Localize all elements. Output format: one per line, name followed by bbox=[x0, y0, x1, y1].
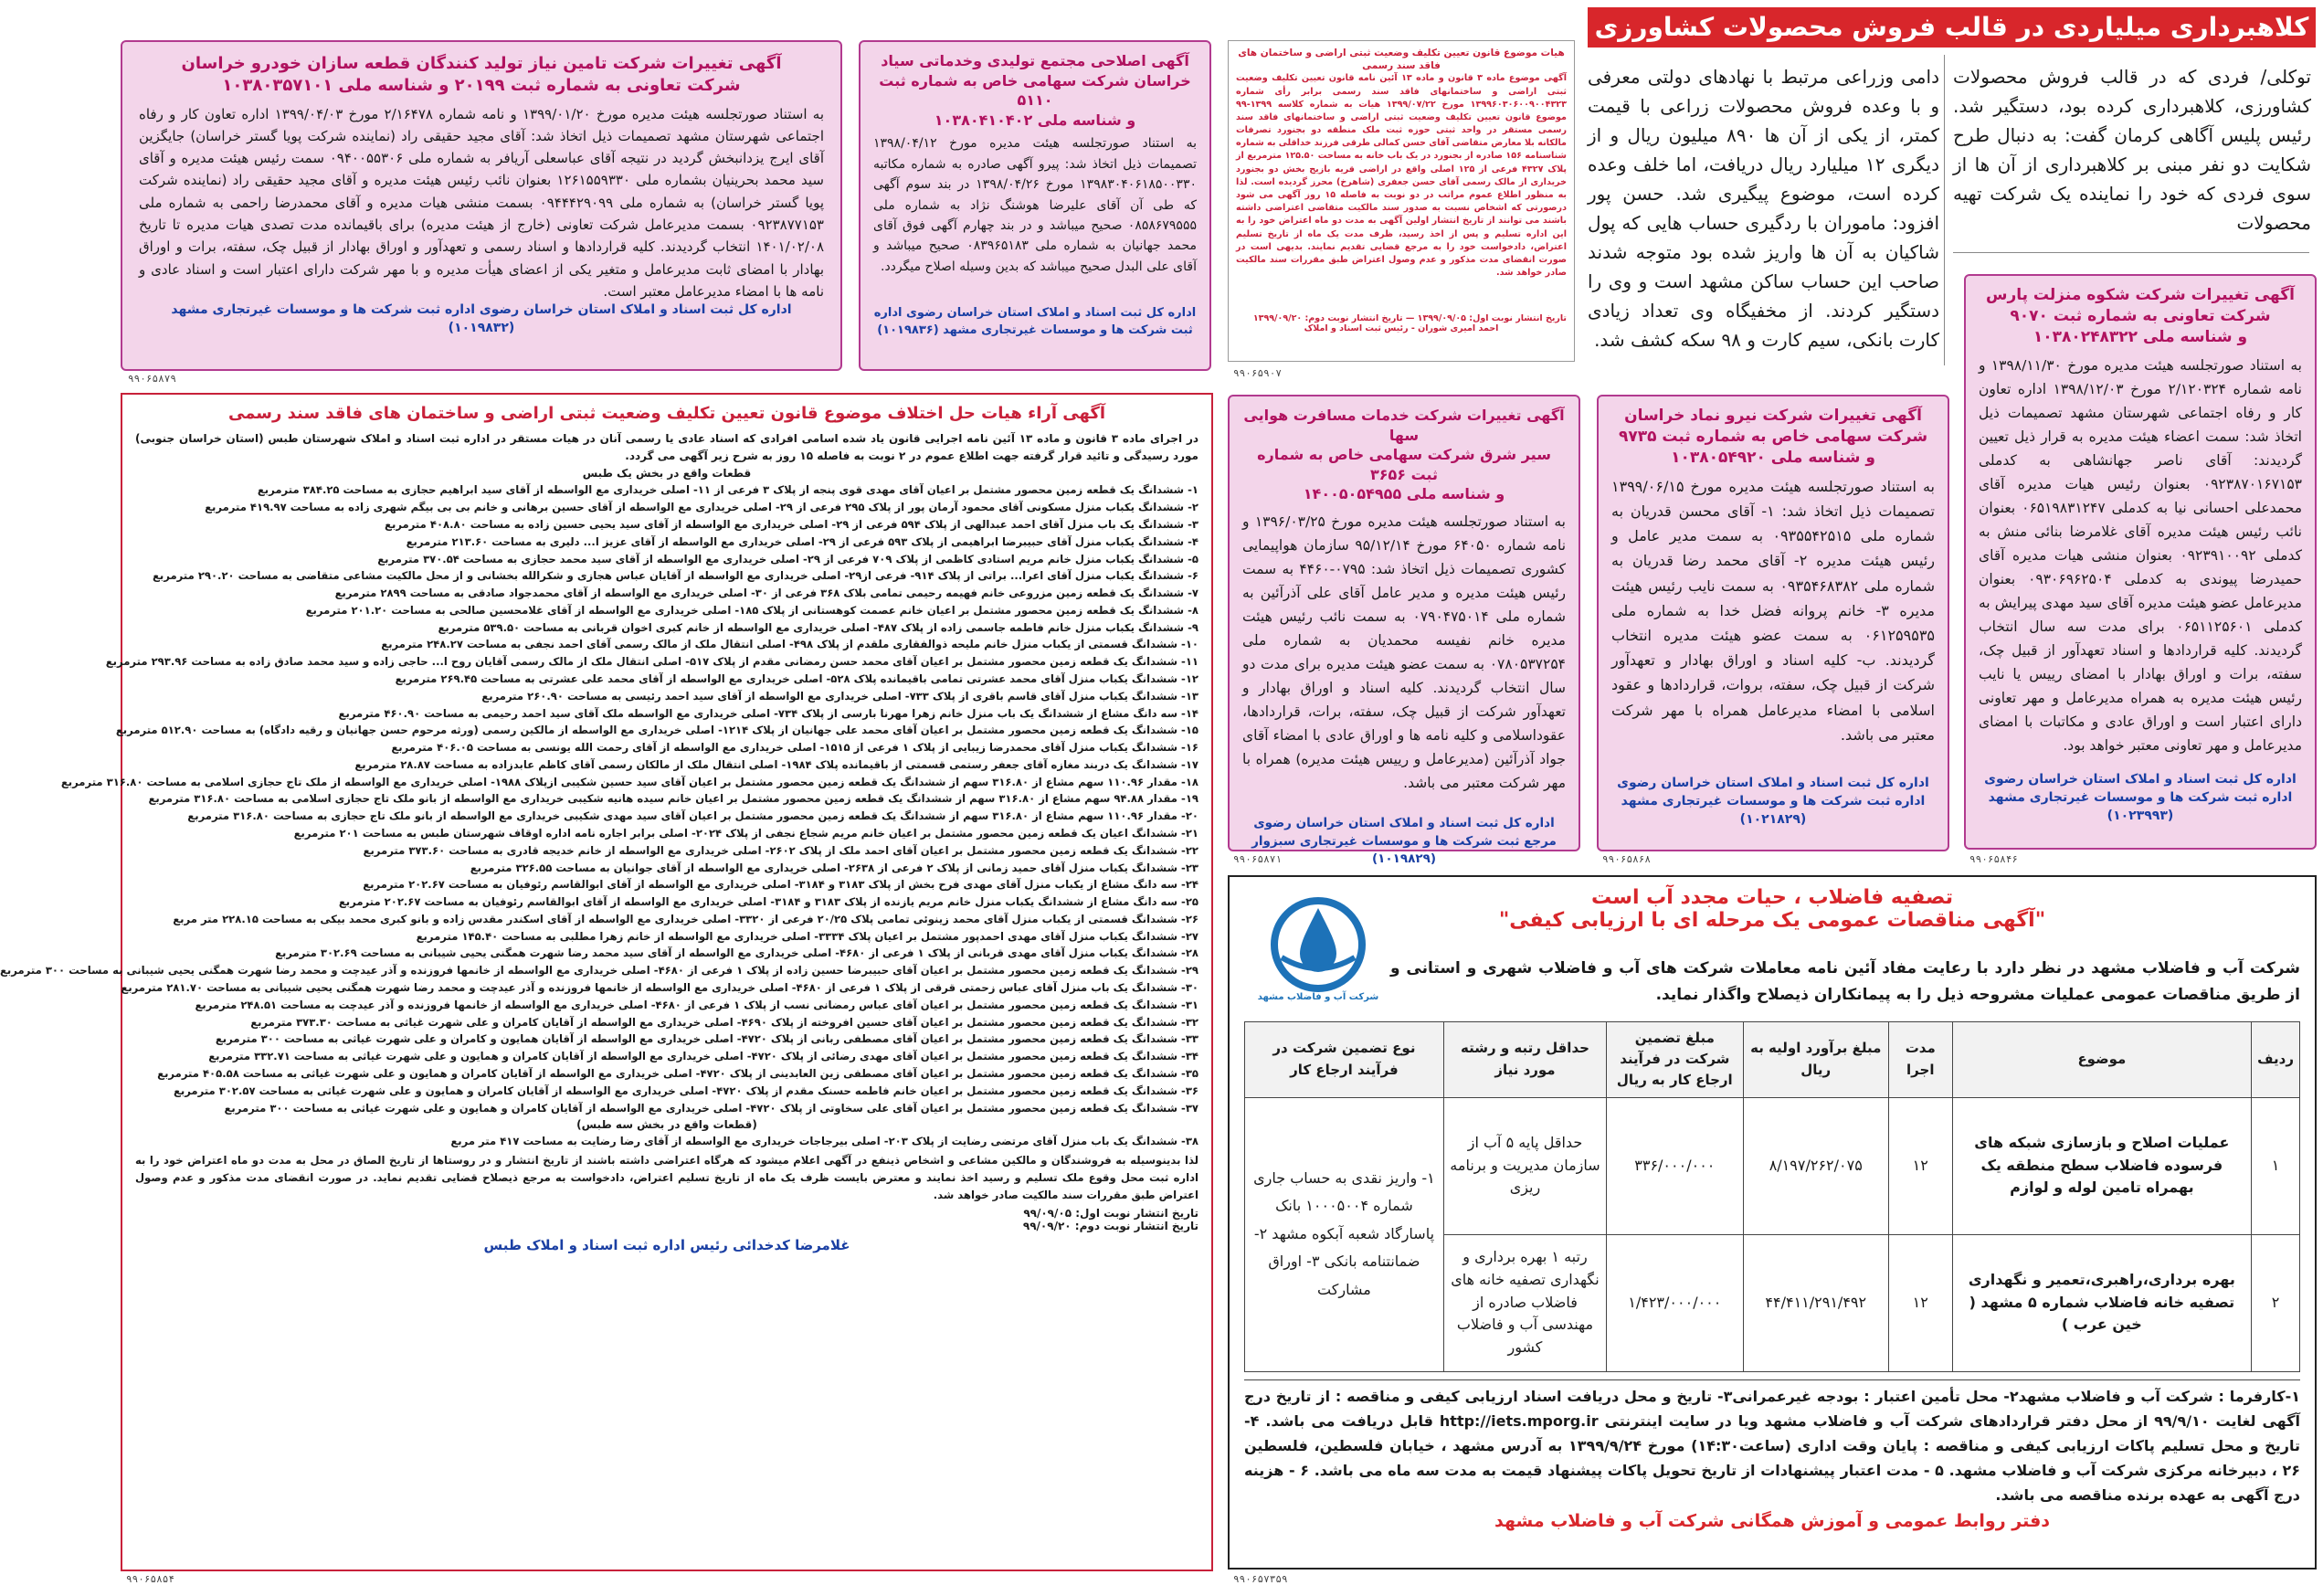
ad-tabas-item: ۹- ششدانگ یکباب منزل خانم فاطمه جاسمی زاده از پلاک ۴۸۷- اصلی خریداری مع الواسطه از خانم کبری اخوان قربانی به مساحت ۵۳۹.۵۰ مترمربع bbox=[438, 620, 1198, 634]
ad-siad-title1: آگهی اصلاحی مجتمع تولیدی وخدماتی سیاد bbox=[881, 52, 1189, 69]
ad-tabas-item: ۲۵- سه دانگ مشاع از ششدانگ یکباب منزل خانم مریم یازنده از پلاک ۳۱۸۳ و ۳۱۸۴- اصلی خریداری مع الواسطه از آقای ابوالقاسم رئوفیان به مساحت ۲۰۲.۶۷ مترمربع bbox=[338, 895, 1198, 909]
tender-col-header: حداقل رتبه و رشته مورد نیاز bbox=[1443, 1021, 1606, 1097]
ad-niroo-footer: اداره کل ثبت اسناد و املاک استان خراسان رضوی اداره ثبت شرکت ها و موسسات غیرتجاری مشهد (۱۰۲۱۸۲۹) bbox=[1617, 775, 1929, 828]
ad-niroo bbox=[1597, 395, 1949, 851]
ad-tabas-item: ۲۴- سه دانگ مشاع از یکباب منزل آقای مهدی فرح بخش از پلاک ۳۱۸۳ و ۳۱۸۴- اصلی خریداری مع الواسطه از آقای ابوالقاسم رئوفیان به مساحت ۲۰۲.۶۷ مترمربع bbox=[363, 878, 1198, 892]
ad-water-code: ۹۹۰۶۵۷۳۵۹ bbox=[1233, 1573, 1288, 1585]
tender-table-row bbox=[1245, 1097, 2300, 1234]
ad-tabas-item: ۲- ششدانگ یکباب منزل مسکونی آقای محمود آرمان پور از پلاک ۲۹۵ فرعی از ۲۹- اصلی خریداری مع الواسطه از آقای حسین برهانی و خانم بی بی بیگم شهری زاده به مساحت ۴۱۹.۹۷ مترمربع bbox=[205, 501, 1198, 514]
ad-water-head2: "آگهی مناقصات عمومی یک مرحله ای با ارزیابی کیفی" bbox=[1498, 909, 2046, 932]
tender-cell-n: ۱ bbox=[2252, 1097, 2300, 1234]
ad-small-red bbox=[1228, 40, 1575, 362]
ad-small-red-body: آگهی موضوع ماده ۳ قانون و ماده ۱۳ آئین نامه قانون تعیین تکلیف وضعیت ثبتی اراضی و ساختمانهای فاقد سند رسمی برابر رأی شماره ۱۳۹۹۶۰۳۰۶۰۰۹۰۰۴۳۲۳ مورخ ۱۳۹۹/۰۷/۲۲ هیات به شماره کلاسه ۱۳۹۹-۹۹ موضوع قانون تعیین تکلیف وضعیت ثبتی اراضی و ساختمانهای فاقد سند رسمی مستقر در واحد ثبتی حوزه ثبت ملک منطقه دو بجنورد تصرفات مالکانه بلا معارض متقاضی آقای حسن کمالی طرقی فرزند خداقلی به شماره شناسنامه ۱۵۶ صادره از بجنورد در یک باب خانه به مساحت ۱۲۵.۵۰ مترمربع از پلاک ۴۳۲۷ فرعی از ۱۲۵ اصلی واقع در اراضی قریه بازیج بخش دو بجنورد خریداری از مالک رسمی آقای حسن جعفری (شاهرخ) محرز گردیده است. لذا به منظور اطلاع عموم مراتب در دو نوبت به فاصله ۱۵ روز آگهی می شود درصورتی که اشخاص نسبت به صدور سند مالکیت متقاضی اعتراضی داشته باشند می توانند از تاریخ انتشار اولین آگهی به مدت دو ماه اعتراض خود را به این اداره تسلیم و پس از اخذ رسید، ظرف مدت یک ماه از تاریخ تسلیم اعتراض، دادخواست خود را به مرجع قضایی تقدیم نمایند. بدیهی است در صورت انقضای مدت مذکور و عدم وصول اعتراض طبق مقررات سند مالکیت صادر خواهد شد. bbox=[1236, 73, 1568, 279]
tender-cell-n: ۲ bbox=[2252, 1234, 2300, 1371]
ad-tabas-item: ۳۴- ششدانگ یک قطعه زمین محصور مشتمل بر اعیان آقای مهدی رضائی از پلاک ۴۷۲۰- اصلی خریداری مع الواسطه از آقایان کامران و همایون و علی شهرت غیاثی به مساحت ۳۳۲.۷۱ مترمربع bbox=[208, 1050, 1198, 1063]
tender-col-header: مدت اجرا bbox=[1888, 1021, 1952, 1097]
ad-niroo-title1: آگهی تغییرات شرکت نیرو نماد خراسان bbox=[1624, 407, 1922, 425]
ad-havaei-footer: اداره کل ثبت اسناد و املاک استان خراسان رضوی مرجع ثبت شرکت ها و موسسات غیرتجاری سبزوار (۱۰۱۹۸۲۹) bbox=[1251, 815, 1557, 867]
ad-khodro-title1: آگهی تغییرات شرکت تامین نیاز تولید کنندگان قطعه سازان خودرو خراسان bbox=[181, 54, 782, 73]
headline-column-left: دامی وزراعی مرتبط با نهادهای دولتی معرفی و با وعده فروش محصولات زراعی با قیمت کمتر، از یکی از آن ها ۸۹۰ میلیون ریال و از دیگری ۱۲ میلیارد ریال دریافت، اما خلف وعده کرده است، موضوع پیگیری شد. حسن پور افزود: ماموران با ردگیری حساب هایی که پول شاکیان به آن ها واریز شده بود متوجه شدند صاحب این حساب ساکن مشهد است و وی را دستگیر کردند. از مخفیگاه وی تعداد زیادی کارت بانکی، سیم کارت و ۹۸ سکه کشف شد. bbox=[1588, 66, 1939, 351]
ad-shokooh-title2: شرکت تعاونی به شماره ثبت ۹۰۷۰ bbox=[2010, 306, 2271, 325]
tender-cell-guarantee-type: ۱- واریز نقدی به حساب جاری شماره ۱۰۰۰۵۰۰۴ بانک پاسارگاد شعبه آبکوه مشهد ۲- ضمانتنامه بانکی ۳- اوراق مشارکت bbox=[1245, 1097, 1444, 1371]
ad-tabas-item: ۱۱- ششدانگ یک قطعه زمین محصور مشتمل بر اعیان آقای محمد حسن رمضانی مقدم از پلاک ۵۱۷- اصلی انتقال ملک از مالک رسمی آقایان روح ا... حاجی زاده و سید محمد صادق زاده به مساحت ۲۹۳.۹۶ مترمربع bbox=[105, 655, 1198, 669]
ad-niroo-code: ۹۹۰۶۵۸۶۸ bbox=[1602, 853, 1651, 865]
ad-small-red-dates: تاریخ انتشار نوبت اول: ۱۳۹۹/۰۹/۰۵ — تاریخ انتشار نوبت دوم: ۱۳۹۹/۰۹/۲۰ bbox=[1252, 313, 1567, 324]
ad-khodro-footer: اداره کل ثبت اسناد و املاک استان خراسان رضوی اداره ثبت شرکت ها و موسسات غیرتجاری مشهد (۱۰۱۹۸۳۲) bbox=[171, 301, 792, 335]
ad-tabas-date2: تاریخ انتشار نوبت دوم: ۹۹/۰۹/۲۰ bbox=[1022, 1220, 1198, 1233]
ad-tabas-item: ۲۳- ششدانگ یکباب منزل آقای حمید زمانی از پلاک ۲ فرعی از ۲۶۳۸- اصلی خریداری مع الواسطه از آقای جوانیان به مساحت ۳۲۶.۵۵ مترمربع bbox=[470, 861, 1198, 874]
ad-shokooh-body: به استناد صورتجلسه هیئت مدیره مورخ ۱۳۹۸/۱۱/۳۰ و نامه شماره ۲/۱۲۰۳۲۴ مورخ ۱۳۹۸/۱۲/۰۳ اداره تعاون کار و رفاه اجتماعی شهرستان مشهد تصمیمات ذیل اتخاذ شد: سمت اعضاء هیئت مدیره به قرار ذیل تعیین گردیدند: آقای ناصر جهانشاهی به کدملی ۰۹۲۳۸۷۰۱۶۷۱۵۳ بعنوان رئیس هیات مدیره آقای محمدعلی احسانی نیا به کدملی ۰۶۵۱۹۸۳۱۲۴۷ بعنوان نائب رئیس هیئت مدیره آقای غلامرضا بنائی منش به کدملی ۰۹۲۳۹۱۰۰۹۲ بعنوان منشی هیات مدیره آقای حمیدرضا پیوندی به کدملی ۰۹۳۰۶۹۶۲۵۰۴ بعنوان مدیرعامل عضو هیئت مدیره آقای سید مهدی پیرایش به کدملی ۰۶۵۱۱۲۵۶۰۱ برای مدت سه سال انتخاب گردیدند. کلیه قراردادها و اسناد تعهدآور از قبیل چک، سفته، برات و اوراق بهادار با امضای رییس یا نایب رئیس هیئت مدیره به همراه مدیرعامل و مهر تعاونی دارای اعتبار است و اوراق عادی و مکاتبات با امضای مدیرعامل و مهر تعاونی معتبر خواهد بود. bbox=[1979, 356, 2303, 755]
tender-table bbox=[1244, 1021, 2300, 1372]
ad-tabas-item: ۲۸- ششدانگ یکباب منزل آقای مهدی قربانی از پلاک ۱ فرعی از ۴۶۸۰- اصلی خریداری مع الواسطه از آقای سید محمد رضا شهرت همگنی یحیی شیبانی به مساحت ۳۰۲.۶۹ مترمربع bbox=[275, 946, 1198, 960]
ad-havaei-body: به استناد صورتجلسه هیئت مدیره مورخ ۱۳۹۶/۰۳/۲۵ و نامه شماره ۶۴۰۵۰ مورخ ۹۵/۱۲/۱۴ سازمان هواپیمایی کشوری تصمیمات ذیل اتخاذ شد: ۰۷۹۵-۴۴۶۰ به سمت رئیس هیئت مدیره و مدیر عامل آقای علی آذرآئین به شماره ملی ۰۷۹۰۴۷۵۰۱۴ به سمت نائب رئیس هیئت مدیره خانم نفیسه محمدیان به شماره ملی ۰۷۸۰۵۳۷۲۵۴ به سمت عضو هیئت مدیره برای مدت دو سال انتخاب گردیدند. کلیه اسناد و اوراق بهادار و تعهدآور شرکت از قبیل چک، سفته، برات، قراردادها، عقوداسلامی و کلیه نامه ها و اوراق عادی با امضاء آقای جواد آذرآئین (مدیرعامل و رییس هیئت مدیره) همراه با مهر شرکت معتبر می باشد. bbox=[1242, 513, 1567, 792]
ad-khodro-code: ۹۹۰۶۵۸۷۹ bbox=[128, 373, 176, 385]
ad-tabas-item-38: ۳۸- ششدانگ یک باب منزل آقای مرتضی رضایت از پلاک ۲۰۳- اصلی بیرجاجات خریداری مع الواسطه از آقای رضا رضایت به مساحت ۴۱۷ متر مربع bbox=[450, 1135, 1198, 1148]
tender-cell-guarantee: ۳۳۶/۰۰۰/۰۰۰ bbox=[1607, 1097, 1743, 1234]
ad-shokooh-footer: اداره کل ثبت اسناد و املاک استان خراسان رضوی اداره ثبت شرکت ها و موسسات غیرتجاری مشهد (۱۰۲۳۹۹۳) bbox=[1984, 771, 2297, 824]
ad-tabas-item: ۲۶- ششدانگ قسمتی از یکباب منزل آقای محمد زینوئی تمامی پلاک ۲۰/۲۵ فرعی از ۳۳۲۰- اصلی خریداری مع الواسطه از آقای اسکندر مقدس زاده و بانو کبری محمد بیکی به مساحت ۲۲۸.۱۵ متر مربع bbox=[173, 912, 1198, 925]
ad-siad-body: به استناد صورتجلسه هیئت مدیره مورخ ۱۳۹۸/۰۴/۱۲ تصمیمات ذیل اتخاذ شد: پیرو آگهی صادره به شماره مکاتبه ۱۳۹۸۳۰۴۰۶۱۸۵۰۰۳۳۰ مورخ ۱۳۹۸/۰۴/۲۶ در بند سوم آگهی که طی آن آقای علیرضا هوشنگ نژاد به شماره ملی ۰۸۵۸۶۷۹۵۵۵ صحیح میباشد و در بند چهارم آگهی فوق آقای محمد جهانیان به شماره ملی ۰۸۳۹۶۵۱۸۳ صحیح میباشد و آقای علی البدل صحیح میباشد که بدین وسیله اصلاح میگردد. bbox=[873, 136, 1197, 274]
tender-cell-guarantee: ۱/۴۲۳/۰۰۰/۰۰۰ bbox=[1607, 1234, 1743, 1371]
ad-tabas-item: ۱۹- مقدار ۹۴.۸۸ سهم مشاع از ۳۱۶.۸۰ سهم از ششدانگ یک قطعه زمین محصور مشتمل بر اعیان خانم سیده هانیه شکیبی خریداری مع الواسطه از بانو ملک تاج حجازی اسلامی به مساحت ۳۱۶.۸۰ مترمربع bbox=[148, 792, 1198, 806]
ad-tabas-closing: لذا بدینوسیله به فروشندگان و مالکین مشاعی و اشخاص ذینفع در آگهی اعلام میشود که هرگاه اعتراضی داشته باشند از تاریخ انتشار و در روستاها از تاریخ الصاق در محل به مدت دو ماه اعتراض خود را به اداره ثبت محل وقوع ملک تسلیم و رسید اخذ نمایند و معترض بایست ظرف یک ماه از تاریخ تسلیم اعتراض، دادخواست به مرجع ذیصلاح قضایی تقدیم نماید. در صورت انقضای مدت مذکور و عدم وصول اعتراض طبق مقررات سند مالکیت صادر خواهد شد. bbox=[135, 1154, 1198, 1201]
tender-cell-subject: بهره برداری،راهبری،تعمیر و نگهداری تصفیه خانه فاضلاب شماره ۵ مشهد ( خین عرب ) bbox=[1952, 1234, 2252, 1371]
ad-shokooh-code: ۹۹۰۶۵۸۴۶ bbox=[1969, 853, 2018, 865]
ad-havaei-title3: و شناسه ملی ۱۴۰۰۵۰۵۴۹۵۵ bbox=[1303, 485, 1505, 503]
ad-tabas-item: ۴- ششدانگ یکباب منزل آقای حبیبرضا ابراهیمی از پلاک ۵۹۳ فرعی از ۲۹- اصلی خریداری مع الواسطه از آقای عزیز ا... دلیری به مساحت ۲۱۳.۶۰ مترمربع bbox=[406, 534, 1198, 548]
ad-small-red-signer: احمد امیری شوران - رئیس ثبت اسناد و املاک bbox=[1304, 323, 1499, 334]
ad-tabas-code: ۹۹۰۶۵۸۵۴ bbox=[126, 1573, 174, 1585]
ad-water-head1: تصفیه فاضلاب ، حیات مجدد آب است bbox=[1591, 886, 1953, 909]
water-drop-icon bbox=[1263, 892, 1373, 992]
ad-siad-title3: و شناسه ملی ۱۰۳۸۰۴۱۰۴۰۲ bbox=[934, 111, 1136, 129]
ad-tabas-item: ۷- ششدانگ یک قطعه زمین مزروعی خانم فهیمه رحیمی تمامی بلاک ۳۶۸ فرعی از ۳۰- اصلی خریداری مع الواسطه از آقای محمدجواد صادقی به مساحت ۲۸۹۹ مترمربع bbox=[334, 587, 1198, 600]
ad-tabas bbox=[0, 393, 1213, 1571]
ad-tabas-item: ۱۶- ششدانگ یکباب منزل آقای محمدرضا زیبایی از پلاک ۱ فرعی از ۱۵۱۵- اصلی خریداری مع الواسطه از آقای رحمت الله یونسی به مساحت ۴۰۶.۰۵ مترمربع bbox=[391, 741, 1198, 755]
headline-title: کلاهبرداری میلیاردی در قالب فروش محصولات کشاورزی bbox=[1588, 7, 2316, 48]
ad-tabas-item: ۱۷- ششدانگ یک دربند مغازه آقای جعفر رستمی قسمتی از باقیمانده پلاک ۱۹۸۴- اصلی انتقال ملک از مالکان رسمی آقای کاظم عابدزاده به مساحت ۲۸.۸۷ مترمربع bbox=[354, 757, 1198, 771]
ad-shokooh-title1: آگهی تغییرات شرکت شکوه منزلت پارس bbox=[1986, 286, 2295, 304]
ad-tabas-item: ۱- ششدانگ یک قطعه زمین محصور مشتمل بر اعیان آقای مهدی قوی پنجه از پلاک ۳ فرعی از ۱۱- اصلی خریداری مع الواسطه از آقای سید ابراهیم حجازی به مساحت ۳۸۴.۲۵ مترمربع bbox=[257, 483, 1198, 497]
ad-tabas-item: ۸- ششدانگ یک قطعه زمین محصور مشتمل بر اعیان خانم عصمت کوهستانی از پلاک ۱۸۵- اصلی خریداری مع الواسطه از آقای غلامحسین صالحی به مساحت ۲۰۱.۲۰ مترمربع bbox=[305, 603, 1198, 617]
tender-col-header: موضوع bbox=[1952, 1021, 2252, 1097]
tender-cell-duration: ۱۲ bbox=[1888, 1234, 1952, 1371]
ad-shokooh bbox=[1964, 274, 2317, 850]
ad-tabas-item: ۱۴- سه دانگ مشاع از ششدانگ یک باب منزل خانم زهرا مهرنا بارسی از پلاک ۷۳۴- اصلی خریداری مع الواسطه ملک آقای سید احمد رحیمی به مساحت ۴۶۰.۹۰ مترمربع bbox=[338, 706, 1198, 720]
tender-table-body bbox=[1245, 1097, 2300, 1371]
ad-tabas-section2: (قطعات واقع در بخش سه طبس) bbox=[576, 1118, 757, 1132]
ad-siad-title2: خراسان شرکت سهامی خاص به شماره ثبت ۵۱۱۰ bbox=[879, 71, 1191, 110]
ad-khodro-title2: شرکت تعاونی به شماره ثبت ۲۰۱۹۹ و شناسه ملی ۱۰۳۸۰۳۵۷۱۰۱ bbox=[222, 76, 741, 96]
ad-havaei-title1: آگهی تغییرات شرکت خدمات مسافرت هوایی سها bbox=[1243, 407, 1565, 444]
ad-tabas-item: ۵- ششدانگ یکباب منزل خانم مریم استادی کاظمی از پلاک ۷۰۹ فرعی از ۲۹- اصلی خریداری مع الواسطه از آقای سید محمد حجازی به مساحت ۳۷۰.۵۴ مترمربع bbox=[377, 552, 1198, 565]
tender-cell-rank: رتبه ۱ بهره برداری و نگهداری تصفیه خانه های فاضلاب صادره از مهندسی آب و فاضلاب کشور bbox=[1443, 1234, 1606, 1371]
ad-tabas-date1: تاریخ انتشار نوبت اول: ۹۹/۰۹/۰۵ bbox=[1023, 1207, 1198, 1221]
tender-cell-rank: حداقل پایه ۵ آب از سازمان مدیریت و برنامه ریزی bbox=[1443, 1097, 1606, 1234]
ad-water-notes: ۱-کارفرما : شرکت آب و فاضلاب مشهد۲- محل تأمین اعتبار : بودجه غیرعمرانی۳- تاریخ و محل دریافت اسناد ارزیابی کیفی و مناقصه : از تاریخ درج آگهی لغایت ۹۹/۹/۱۰ از محل دفتر قراردادهای شرکت آب و فاضلاب مشهد ویا در سایت اینترنتی http://iets.mporg.ir قابل دریافت می باشد. ۴- تاریخ و محل تسلیم پاکات ارزیابی کیفی و مناقصه : پایان وقت اداری (ساعت۱۴:۳۰) مورخ ۱۳۹۹/۹/۲۴ به آدرس مشهد ، خیابان فلسطین، فلسطین ۲۶ ، دبیرخانه مرکزی شرکت آب و فاضلاب مشهد. ۵ - مدت اعتبار پیشنهادات از تاریخ تحویل پاکات پیشنهاد قیمت به مدت سه ماه می باشد. ۶ - هزینه درج آگهی به عهده برنده مناقصه می باشد. bbox=[1244, 1379, 2300, 1508]
ad-tabas-item: ۳۰- ششدانگ یک باب منزل آقای عباس زحمتی قرقی از پلاک ۱ فرعی از ۴۶۸۰- اصلی خریداری مع الواسطه از خانمها فروزنده و آذر عیدچت و محمد رضا شهرت همگنی یحیی شیبانی به مساحت ۲۸۱.۷۰ مترمربع bbox=[121, 981, 1198, 995]
ad-tabas-item: ۱۳- ششدانگ یکباب منزل آقای قاسم باقری از پلاک ۷۳۳- اصلی خریداری مع الواسطه از آقای سید احمد رئیسی به مساحت ۲۶۰.۹۰ مترمربع bbox=[481, 689, 1198, 703]
ad-shokooh-title3: و شناسه ملی ۱۰۳۸۰۲۴۸۳۲۲ bbox=[2033, 327, 2248, 346]
ad-siad-footer: اداره کل ثبت اسناد و املاک استان خراسان رضوی اداره ثبت شرکت ها و موسسات غیرتجاری مشهد (۱۰۱۹۸۳۶) bbox=[873, 306, 1197, 338]
ad-tabas-item: ۱۰- ششدانگ قسمتی از یکباب منزل خانم ملیحه ذوالفقاری ملقدم از پلاک ۴۹۸- اصلی انتقال ملک از مالک رسمی آقای احمد نجفی به مساحت ۲۴۸.۲۷ مترمربع bbox=[381, 638, 1198, 651]
ad-tabas-intro: در اجرای ماده ۳ قانون و ماده ۱۳ آئین نامه اجرایی قانون یاد شده اسامی افرادی که اسناد عادی یا رسمی آنان در هیات مستقر در اداره ثبت اسناد و املاک شهرستان طبس (استان خراسان جنوبی) مورد رسیدگی و تائید قرار گرفته جهت اطلاع عموم در ۲ نوبت به فاصله ۱۵ روز به شرح زیر آگهی می گردد. bbox=[135, 432, 1199, 463]
ad-tabas-item: ۳۱- ششدانگ یک قطعه زمین محصور مشتمل بر اعیان آقای عباس رمضانی نسب از پلاک ۱ فرعی از ۴۶۸۰- اصلی خریداری مع الواسطه از خانمها فروزنده و آذر عیدچت به مساحت ۲۴۸.۵۱ مترمربع bbox=[195, 998, 1198, 1011]
ad-water-signer: دفتر روابط عمومی و آموزش همگانی شرکت آب و فاضلاب مشهد bbox=[1494, 1511, 2051, 1532]
ad-tabas-item: ۳- ششدانگ یک باب منزل آقای احمد عبدالهی از پلاک ۵۹۴ فرعی از ۲۹- اصلی خریداری مع الواسطه از آقای سید یحیی حسین زاده به مساحت ۴۰۸.۸۰ مترمربع bbox=[385, 517, 1198, 531]
ad-havaei-code: ۹۹۰۶۵۸۷۱ bbox=[1233, 853, 1282, 865]
ad-tabas-item: ۳۳- ششدانگ یک قطعه زمین محصور مشتمل بر اعیان آقای مصطفی ربانی از پلاک ۴۷۲۰- اصلی خریداری مع الواسطه از آقایان همایون و کامران و علی شهرت غیاثی به مساحت ۳۰۰ مترمربع bbox=[215, 1032, 1198, 1046]
tender-cell-estimate: ۴۴/۴۱۱/۲۹۱/۴۹۲ bbox=[1743, 1234, 1888, 1371]
headline-bottom-rule bbox=[1953, 252, 2309, 253]
tender-cell-estimate: ۸/۱۹۷/۲۶۲/۰۷۵ bbox=[1743, 1097, 1888, 1234]
ad-niroo-title3: و شناسه ملی ۱۰۳۸۰۵۴۹۲۰ bbox=[1671, 448, 1875, 467]
tender-col-header: مبلغ برآورد اولیه به ریال bbox=[1743, 1021, 1888, 1097]
ad-tabas-section1: قطعات واقع در بخش یک طبس bbox=[582, 467, 752, 481]
ad-tabas-item: ۳۵- ششدانگ یک قطعه زمین محصور مشتمل بر اعیان آقای مصطفی زین العابدینی از پلاک ۴۷۲۰- اصلی خریداری مع الواسطه از آقایان کامران و همایون و علی شهرت غیاثی به مساحت ۴۰۵.۵۸ مترمربع bbox=[157, 1066, 1198, 1080]
ad-tabas-item: ۲۰- مقدار ۱۱۰.۹۶ سهم مشاع از ۳۱۶.۸۰ سهم از ششدانگ یک قطعه زمین محصور مشتمل بر اعیان آقای سید مهدی شکیبی خریداری مع الواسطه از بانو ملک تاج حجازی به مساحت ۳۱۶.۸۰ مترمربع bbox=[187, 809, 1198, 823]
ad-tabas-item: ۱۵- ششدانگ یک قطعه زمین محصور مشتمل بر اعیان آقای محمد علی جهانیان از پلاک ۱۲۱۴- اصلی خریداری مع الواسطه از مالکین رسمی (ورثه مرحوم حسن جهانیان و رقیه دادگاه) به مساحت ۵۱۲.۹۰ مترمربع bbox=[115, 724, 1198, 737]
tender-cell-subject: عملیات اصلاح و بازسازی شبکه های فرسوده فاضلاب سطح منطقه یک بهمراه تامین لوله و لوازم bbox=[1952, 1097, 2252, 1234]
ad-tabas-item: ۳۶- ششدانگ یک قطعه زمین محصور مشتمل بر اعیان خانم فاطمه حسنک مقدم از پلاک ۴۷۲۰- اصلی خریداری مع الواسطه از آقایان کامران و همایون و علی شهرت غیاثی به مساحت ۳۰۲.۵۷ مترمربع bbox=[173, 1083, 1198, 1097]
ad-tabas-item: ۲۱- ششدانگ اعیان یک قطعه زمین محصور مشتمل بر اعیان خانم مریم شجاع نجفی از پلاک ۲۰۲۴- اصلی برابر اجاره نامه اداره اوقاف شهرستان طبس به مساحت ۲۰۱ مترمربع bbox=[293, 827, 1198, 840]
ad-khodro bbox=[121, 40, 842, 371]
tender-cell-duration: ۱۲ bbox=[1888, 1097, 1952, 1234]
tender-table-header bbox=[1245, 1021, 2300, 1097]
ad-water-tender bbox=[1228, 875, 2317, 1570]
ad-water-intro: شرکت آب و فاضلاب مشهد در نظر دارد با رعایت مفاد آئین نامه معاملات شرکت های آب و فاضلاب شهری و استانی و از طریق مناقصات عمومی عملیات مشروحه ذیل را به پیمانکاران ذیصلاح واگذار نماید. bbox=[1390, 959, 2300, 1004]
ad-tabas-item: ۱۲- ششدانگ یکباب منزل آقای محمد عشرتی تمامی باقیمانده پلاک ۵۲۸- اصلی خریداری مع الواسطه از آقای محمد علی عشرتی به مساحت ۲۶۹.۴۵ مترمربع bbox=[395, 671, 1198, 685]
tender-col-header: ردیف bbox=[2252, 1021, 2300, 1097]
headline-column-right: توکلی/ فردی که در قالب فروش محصولات کشاورزی، کلاهبرداری کرده بود، دستگیر شد. رئیس پلیس آگاهی کرمان گفت: به دنبال طرح شکایت دو نفر مبنی بر کلاهبرداری از آن ها از سوی فردی که خود را نماینده یک شرکت تهیه محصولات bbox=[1953, 66, 2311, 234]
ad-tabas-item: ۱۸- مقدار ۱۱۰.۹۶ سهم مشاع از ۳۱۶.۸۰ سهم از ششدانگ یک قطعه زمین محصور مشتمل بر اعیان آقای سید حسین شکیبی ازپلاک ۱۹۸۸- اصلی خریداری مع الواسطه از ملک تاج حجازی اسلامی به مساحت ۳۱۶.۸۰ مترمربع bbox=[60, 775, 1198, 788]
ad-tabas-item: ۲۹- ششدانگ یک قطعه زمین محصور مشتمل بر اعیان آقای حبیبرضا حسین زاده از پلاک ۱ فرعی از ۴۶۸۰- اصلی خریداری مع الواسطه از خانمها فروزنده و آذر عیدچت و محمد رضا شهرت همگنی یحیی شیبانی به مساحت ۳۰۰ مترمربع bbox=[0, 964, 1198, 978]
ad-small-red-code: ۹۹۰۶۵۹۰۷ bbox=[1233, 367, 1282, 379]
tender-col-header: نوع تضمین شرکت در فرآیند ارجاع کار bbox=[1245, 1021, 1444, 1097]
ad-tabas-item: ۶- ششدانگ یکباب منزل آقای اعرا... براتی از پلاک ۹۱۴- فرعی از۲۹- اصلی خریداری مع الواسطه از آقایان عباس هجازی و شکرالله بخشانی و از محل مالکیت مشاعی متقاضی به مساحت ۲۹۰.۲۰ مترمربع bbox=[153, 569, 1198, 583]
ad-small-red-title: هیات موضوع قانون تعیین تکلیف وضعیت ثبتی اراضی و ساختمان های فاقد سند رسمی bbox=[1238, 48, 1565, 72]
water-logo-caption: شرکت آب و فاضلاب مشهد bbox=[1257, 992, 1379, 1002]
headline-divider bbox=[1944, 55, 1945, 365]
ad-tabas-item: ۲۲- ششدانگ یک قطعه زمین محصور مشتمل بر اعیان آقای احمد ملک از پلاک ۲۶۰۲- اصلی خریداری مع الواسطه از خانم خدیجه قادری به مساحت ۳۷۳.۶۰ مترمربع bbox=[363, 843, 1198, 857]
ad-niroo-body: به استناد صورتجلسه هیئت مدیره مورخ ۱۳۹۹/۰۶/۱۵ تصمیمات ذیل اتخاذ شد: ۱- آقای محسن قدریان به شماره ملی ۰۹۳۵۵۴۲۵۱۵ به سمت مدیر عامل و رئیس هیئت مدیره ۲- آقای محمد رضا قدریان به شماره ملی ۰۹۳۵۴۶۸۳۸۲ به سمت نایب رئیس هیئت مدیره ۳- خانم پروانه فضل خدا به شماره ملی ۰۶۱۲۵۹۵۳۵ به سمت عضو هیئت مدیره انتخاب گردیدند. ب- کلیه اسناد و اوراق بهادار و تعهدآور شرکت از قبیل چک، سفته، بروات، قراردادها و عقود اسلامی با امضاء مدیرعامل همراه با مهر شرکت معتبر می باشد. bbox=[1611, 477, 1936, 744]
ad-tabas-signer: غلامرضا کدخدائی رئیس اداره ثبت اسناد و املاک طبس bbox=[483, 1237, 850, 1254]
ad-tabas-item: ۳۷- ششدانگ یک قطعه زمین محصور مشتمل بر اعیان آقای علی سخاوتی از پلاک ۴۷۲۰- اصلی خریداری مع الواسطه از آقایان کامران و همایون و علی شهرت غیاثی به مساحت ۳۰۰ مترمربع bbox=[224, 1101, 1198, 1115]
water-company-logo bbox=[1250, 892, 1387, 1002]
ad-tabas-item: ۲۷- ششدانگ یکباب منزل آقای مهدی احمدپور مشتمل بر اعیان پلاک ۳۳۳۴- اصلی خریداری مع الواسطه از خانم زهرا مطلبی به مساحت ۱۴۵.۴۰ مترمربع bbox=[416, 929, 1198, 943]
ad-siad bbox=[859, 40, 1211, 371]
ad-niroo-title2: شرکت سهامی خاص به شماره ثبت ۹۷۳۵ bbox=[1618, 427, 1928, 446]
ad-havaei-title2: سیر شرق شرکت سهامی خاص به شماره ثبت ۳۶۵۶ bbox=[1257, 446, 1551, 483]
ad-tabas-list bbox=[0, 481, 1198, 1116]
ad-tabas-title: آگهی آراء هیات حل اختلاف موضوع قانون تعیین تکلیف وضعیت ثبتی اراضی و ساختمان های فاقد سند رسمی bbox=[227, 404, 1105, 423]
tender-col-header: مبلغ تضمین شرکت در فرآیند ارجاع کار به ریال bbox=[1607, 1021, 1743, 1097]
ad-tabas-item: ۳۲- ششدانگ یک قطعه زمین محصور مشتمل بر اعیان آقای حسین افروخته از پلاک ۴۶۹۰- اصلی خریداری مع الواسطه از آقایان کامران و علی شهرت غیاثی به مساحت ۳۷۳.۳۰ مترمربع bbox=[250, 1015, 1198, 1029]
ad-khodro-body: به استناد صورتجلسه هیئت مدیره مورخ ۱۳۹۹/۰۱/۲۰ و نامه شماره ۲/۱۶۴۷۸ مورخ ۱۳۹۹/۰۴/۰۳ اداره تعاون کار و رفاه اجتماعی شهرستان مشهد تصمیمات ذیل اتخاذ شد: آقای مجید حقیقی راد (نماینده شرکت پویا گستر خراسان) جایگزین آقای ایرج یزدانبخش گردید در نتیجه آقای عباسعلی آریافر به شماره ملی ۰۹۴۰۰۵۵۳۰۶ سمت رئیس هیئت مدیره و آقای سید محمد بحرینیان بشماره ملی ۱۲۶۱۵۵۹۳۳۰ بعنوان نائب رئیس هیئت مدیره و آقای مجید حقیقی راد (نماینده شرکت پویا گستر خراسان) به شماره ملی ۰۹۴۴۴۲۹۰۹۹ بسمت منشی هیات مدیره و آقای محمدرضا راحمی به شماره ملی ۰۹۲۳۸۷۷۱۵۳ بسمت مدیرعامل شرکت تعاونی (خارج از هیئت مدیره) برای باقیمانده مدت تصدی هیات مدیره تا تاریخ ۱۴۰۱/۰۲/۰۸ انتخاب گردیدند. کلیه قراردادها و اسناد رسمی و تعهدآور و اوراق بهادار از قبیل چک، سفته، برات و اوراق بهادار با امضای ثابت مدیرعامل و متغیر یکی از اعضای هیأت مدیره و با مهر شرکت دارای اعتبار است و اسناد عادی و نامه ها با امضاء مدیرعامل معتبر است. bbox=[139, 105, 825, 300]
